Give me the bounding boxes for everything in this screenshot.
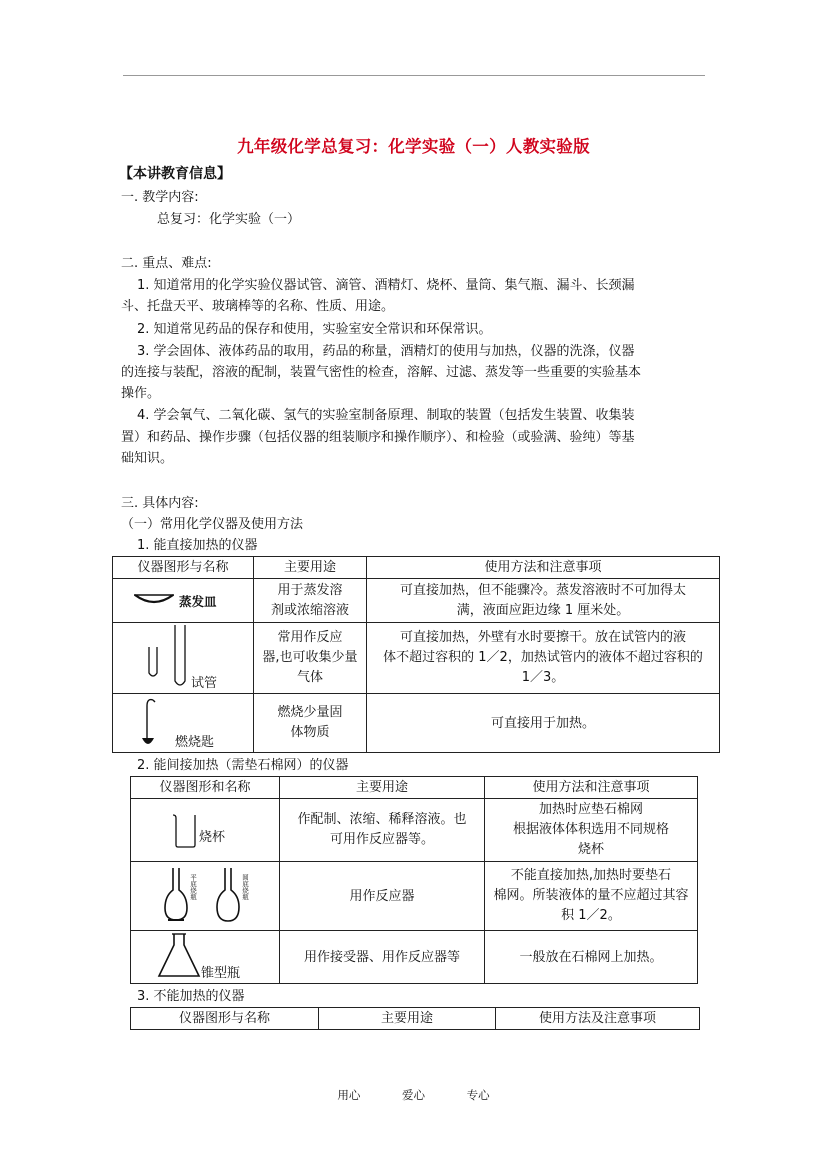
use-cell: 用作反应器: [280, 862, 485, 931]
header-cell: 使用方法和注意事项: [367, 557, 720, 579]
header-cell: 主要用途: [319, 1008, 496, 1030]
notes-line: 不能直接加热,加热时要垫石: [510, 868, 672, 883]
use-line: 作配制、浓缩、稀释溶液。也: [297, 812, 467, 827]
notes-line: 积 1／2。: [561, 908, 621, 923]
header-cell: 使用方法和注意事项: [485, 777, 698, 799]
document-title: 九年级化学总复习：化学实验（一）人教实验版: [237, 137, 590, 156]
table-indirect-heating: [130, 776, 698, 984]
table-row: [131, 799, 698, 862]
instrument-cell: [113, 579, 254, 623]
header-cell: 主要用途: [280, 777, 485, 799]
header-cell: 仪器图形与名称: [131, 1008, 319, 1030]
header-cell: 使用方法及注意事项: [496, 1008, 700, 1030]
evaporating-dish-icon: [133, 592, 175, 613]
conical-flask-icon: [157, 933, 201, 984]
section2-line: 4. 学会氧气、二氧化碳、氢气的实验室制备原理、制取的装置（包括发生装置、收集装: [137, 408, 635, 423]
notes-line: 烧杯: [577, 842, 604, 857]
instrument-name: 锥型瓶: [201, 966, 241, 981]
instrument-cell: [113, 623, 254, 694]
use-cell: 用作接受器、用作反应器等: [280, 931, 485, 984]
use-line: 常用作反应: [277, 630, 343, 645]
combustion-spoon-icon: [139, 696, 163, 753]
notes-line: 可直接加热，但不能骤冷。蒸发溶液时不可加得太: [399, 582, 686, 598]
notes-line: 1／3。: [521, 670, 565, 685]
section1-heading: 一. 教学内容:: [121, 190, 199, 205]
section2-line: 2. 知道常见药品的保存和使用，实验室安全常识和环保常识。: [137, 322, 492, 337]
instrument-cell: [131, 931, 280, 984]
flask-label: 圆底烧瓶: [241, 874, 249, 900]
table-non-heating: [130, 1007, 700, 1030]
notes-line: 棉网。所装液体的量不应超过其容: [493, 888, 689, 903]
footer-text: 专心: [466, 1088, 490, 1102]
flask-label: 平底烧瓶: [189, 874, 197, 900]
section2-line: 3. 学会固体、液体药品的取用，药品的称量，酒精灯的使用与加热，仪器的洗涤，仪器: [137, 344, 635, 359]
section2-line: 斗、托盘天平、玻璃棒等的名称、性质、用途。: [121, 299, 395, 314]
test-tube-icon: [173, 625, 187, 694]
header-cell: 仪器图形与名称: [113, 557, 254, 579]
table-direct-heating: [112, 556, 720, 753]
footer-text: 爱心: [402, 1088, 425, 1102]
use-line: 剂或浓缩溶液: [270, 602, 349, 618]
subsection-heading: （一）常用化学仪器及使用方法: [121, 517, 304, 532]
notes-cell: [367, 623, 720, 694]
use-line: 燃烧少量固: [277, 705, 343, 720]
instrument-cell: [131, 862, 280, 931]
table3-caption: 3. 不能加热的仪器: [137, 989, 245, 1004]
use-line: 气体: [296, 670, 323, 685]
section1-content: 总复习：化学实验（一）: [157, 212, 301, 227]
table2-caption: 2. 能间接加热（需垫石棉网）的仪器: [137, 758, 349, 773]
header-cell: 主要用途: [254, 557, 367, 579]
notes-line: 可直接加热，外壁有水时要擦干。放在试管内的液: [399, 630, 686, 645]
use-line: 器,也可收集少量: [262, 650, 358, 665]
flat-bottom-flask-icon: [163, 868, 189, 931]
section2-line: 的连接与装配，溶液的配制，装置气密性的检查，溶解、过滤、蒸发等一些重要的实验基本: [121, 365, 642, 380]
section2-heading: 二. 重点、难点:: [121, 256, 212, 271]
info-heading: 【本讲教育信息】: [119, 166, 231, 182]
table-header-row: [131, 777, 698, 799]
table-row: [131, 862, 698, 931]
small-test-tube-icon: [147, 647, 159, 686]
use-cell: [254, 579, 367, 623]
page-footer: [0, 1087, 827, 1103]
table-header-row: [113, 557, 720, 579]
notes-line: 体不超过容积的 1／2，加热试管内的液体不超过容积的: [383, 650, 703, 665]
use-cell: [254, 694, 367, 753]
notes-cell: 一般放在石棉网上加热。: [485, 931, 698, 984]
instrument-name: 试管: [191, 676, 218, 691]
use-line: 体物质: [290, 725, 330, 740]
use-cell: [280, 799, 485, 862]
notes-cell: [367, 579, 720, 623]
table-header-row: [131, 1008, 700, 1030]
table-row: [113, 623, 720, 694]
use-cell: [254, 623, 367, 694]
header-cell: 仪器图形和名称: [131, 777, 280, 799]
section2-line: 1. 知道常用的化学实验仪器试管、滴管、酒精灯、烧杯、量筒、集气瓶、漏斗、长颈漏: [137, 278, 635, 293]
instrument-name: 燃烧匙: [175, 735, 215, 750]
notes-cell: [485, 862, 698, 931]
section2-line: 置）和药品、操作步骤（包括仪器的组装顺序和操作顺序）、和检验（或验满、验纯）等基: [121, 430, 635, 445]
table-row: [113, 579, 720, 623]
beaker-icon: [171, 813, 199, 856]
notes-cell: [485, 799, 698, 862]
use-line: 可用作反应器等。: [329, 832, 434, 847]
notes-cell: 可直接用于加热。: [367, 694, 720, 753]
use-line: 用于蒸发溶: [277, 582, 343, 598]
notes-line: 根据液体体积选用不同规格: [512, 822, 669, 837]
notes-line: 满，液面应距边缘 1 厘米处。: [456, 602, 630, 618]
header-rule: [123, 75, 705, 76]
footer-text: 用心: [337, 1088, 361, 1102]
instrument-name: 蒸发皿: [179, 594, 217, 609]
table-row: [131, 931, 698, 984]
section3-heading: 三. 具体内容:: [121, 496, 199, 511]
section2-line: 础知识。: [121, 451, 174, 466]
table-row: [113, 694, 720, 753]
instrument-cell: [113, 694, 254, 753]
notes-line: 加热时应垫石棉网: [538, 802, 643, 817]
instrument-name: 烧杯: [199, 830, 226, 845]
table1-caption: 1. 能直接加热的仪器: [137, 538, 258, 553]
round-bottom-flask-icon: [215, 868, 241, 931]
section2-line: 操作。: [121, 386, 161, 401]
instrument-cell: [131, 799, 280, 862]
